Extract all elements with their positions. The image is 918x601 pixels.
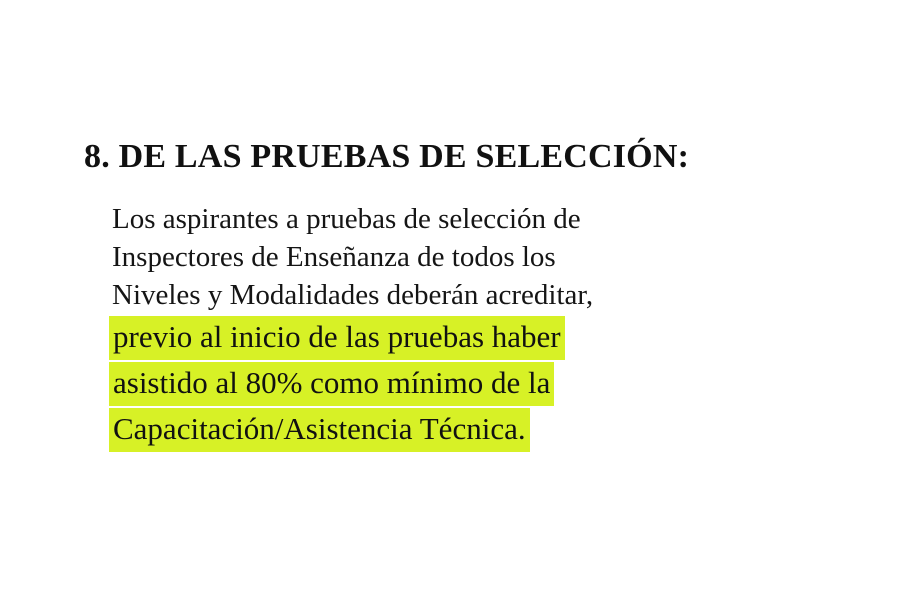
highlighted-paragraph-line (112, 362, 892, 406)
paragraph-line: Inspectores de Enseñanza de todos los (112, 241, 556, 273)
highlighted-paragraph-line (112, 316, 892, 360)
section-heading: 8. DE LAS PRUEBAS DE SELECCIÓN: (84, 138, 690, 175)
highlighted-paragraph-line (112, 408, 892, 452)
section-paragraph (112, 200, 892, 452)
highlight-mark: asistido al 80% como mínimo de la (109, 362, 554, 406)
highlight-mark: Capacitación/Asistencia Técnica. (109, 408, 530, 452)
paragraph-line: Niveles y Modalidades deberán acreditar, (112, 279, 594, 311)
paragraph-line: Los aspirantes a pruebas de selección de (112, 203, 581, 235)
highlight-mark: previo al inicio de las pruebas haber (109, 316, 565, 360)
